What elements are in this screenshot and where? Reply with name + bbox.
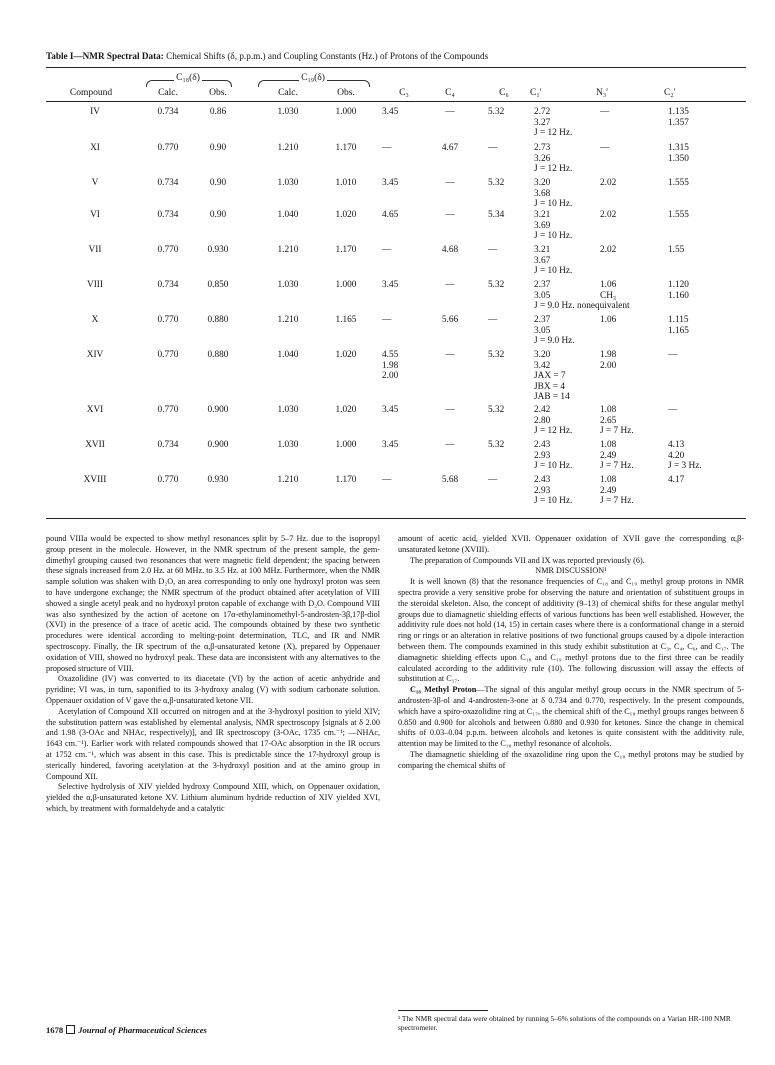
table-cell: 3.45 [382, 440, 399, 450]
table-cell: 2.42 2.80 J = 12 Hz. [534, 405, 573, 437]
table-cell: 1.000 [335, 440, 357, 450]
compound-cell: XVI [86, 405, 104, 415]
table-cell: 2.43 2.93 J = 10 Hz. [534, 475, 573, 507]
table-cell: — [488, 475, 498, 485]
column-header: Obs. [209, 88, 227, 98]
left-paragraph: Selective hydrolysis of XIV yielded hydroxy Compound XIII, which, on Oppenauer oxidation, yielded the α,β-unsaturated ketone XV. Lithium aluminum hydride reduction of XIV yielded XVI, which, by treatment with formaldehyde and a catalytic [46, 782, 380, 813]
table-cell: 1.115 1.165 [668, 315, 689, 336]
column-header: Obs. [337, 88, 355, 98]
table-cell: 1.020 [335, 350, 357, 360]
table-cell: 1.120 1.160 [668, 280, 689, 301]
table-cell: 5.32 [488, 405, 505, 415]
column-header: C₆ [499, 88, 509, 98]
table-cell: 3.20 3.68 J = 10 Hz. [534, 178, 573, 210]
table-cell: 0.770 [157, 475, 179, 485]
c18-group-header: C₁₈(δ) [176, 73, 200, 83]
table-cell: 1.020 [335, 210, 357, 220]
table-cell: 1.170 [335, 475, 357, 485]
table-cell: 2.02 [600, 245, 617, 255]
table-cell: 0.770 [157, 315, 179, 325]
table-cell: — [445, 405, 455, 415]
c18-paragraph [398, 685, 744, 750]
table-cell: — [445, 210, 455, 220]
table-cell: 5.32 [488, 440, 505, 450]
right-paragraph: The preparation of Compounds VII and IX was reported previously (6). [410, 555, 645, 565]
table-cell: 0.770 [157, 405, 179, 415]
table-cell: 0.770 [157, 245, 179, 255]
table-cell: — [445, 440, 455, 450]
table-cell: 1.06 [600, 315, 617, 325]
table-cell: 5.68 [441, 475, 459, 485]
table-cell: 1.030 [277, 440, 299, 450]
table-header-rule [46, 101, 746, 102]
table-cell: — [600, 143, 610, 153]
table-cell: 1.08 2.65 J = 7 Hz. [600, 405, 634, 437]
table-cell: 1.210 [277, 143, 299, 153]
column-header: Calc. [278, 88, 298, 98]
table-cell: — [488, 143, 498, 153]
table-cell: 1.555 [668, 210, 689, 220]
table-cell: 1.170 [335, 143, 357, 153]
table-cell: 1.08 2.49 J = 7 Hz. [600, 475, 634, 507]
table-cell: 0.734 [157, 280, 179, 290]
table-cell: 1.55 [668, 245, 685, 255]
compound-cell: VIII [86, 280, 103, 290]
table-top-rule [46, 67, 746, 68]
table-cell: 0.930 [207, 475, 229, 485]
compound-cell: XVII [85, 440, 105, 450]
table-cell: 1.06 CH₃ [600, 280, 617, 301]
table-cell: 2.02 [600, 178, 617, 188]
table-cell: — [488, 315, 498, 325]
left-paragraph: Oxazolidine (IV) was converted to its diacetate (VI) by the action of acetic anhydride and pyridine; VI was, in turn, saponified to its 3-hydroxy analog (V) with sodium carbonate solution. Oppenauer oxidation of V gave the α,β-unsaturated ketone VII. [46, 674, 380, 705]
table-cell: 1.000 [335, 280, 357, 290]
table-cell: 1.000 [335, 107, 357, 117]
table-cell: 1.08 2.49 J = 7 Hz. [600, 440, 634, 472]
table-cell: 5.32 [488, 350, 505, 360]
table-cell: 3.21 3.69 J = 10 Hz. [534, 210, 573, 242]
table-cell: 0.734 [157, 210, 179, 220]
table-cell: 0.850 [207, 280, 229, 290]
table-caption-label: Table I—NMR Spectral Data: [46, 51, 164, 61]
table-cell: 1.040 [277, 350, 299, 360]
right-paragraph: amount of acetic acid, yielded XVII. Oppenauer oxidation of XVII gave the corresponding α,β-unsaturated ketone (XVIII). [398, 534, 744, 554]
table-cell: — [488, 245, 498, 255]
column-header: C₄ [445, 88, 455, 98]
column-header: C₃ [399, 88, 409, 98]
table-cell: 2.73 3.26 J = 12 Hz. [534, 143, 573, 175]
footnote: ¹ The NMR spectral data were obtained by running 5–6% solutions of the compounds on a Varian HR-100 NMR spectrometer. [398, 1014, 731, 1033]
table-cell: 1.210 [277, 245, 299, 255]
square-ornament-icon [66, 1025, 75, 1034]
table-cell: 4.68 [441, 245, 459, 255]
table-cell: 5.32 [488, 178, 505, 188]
compound-cell: VII [88, 245, 102, 255]
table-cell: — [382, 143, 392, 153]
table-cell: — [445, 350, 455, 360]
table-cell: 3.45 [382, 178, 399, 188]
table-cell: 1.030 [277, 178, 299, 188]
table-cell: 0.880 [207, 350, 229, 360]
table-cell: 2.37 3.05 J = 9.0 Hz. nonequivalent [534, 280, 630, 312]
compound-cell: V [91, 178, 99, 188]
table-cell: 0.900 [207, 440, 229, 450]
table-cell: 1.010 [335, 178, 357, 188]
table-cell: 0.734 [157, 178, 179, 188]
table-cell: 3.20 3.42 JAX = 7 JBX = 4 JAB = 14 [534, 350, 570, 403]
table-cell: 1.170 [335, 245, 357, 255]
table-cell: — [600, 107, 610, 117]
journal-name: Journal of Pharmaceutical Sciences [78, 1025, 207, 1035]
table-cell: 3.45 [382, 405, 399, 415]
compound-cell: VI [90, 210, 100, 220]
table-cell: 1.040 [277, 210, 299, 220]
table-cell: — [445, 107, 455, 117]
column-header: C₂′ [664, 88, 676, 98]
table-cell: — [668, 405, 678, 415]
table-cell: — [382, 245, 392, 255]
table-cell: 1.98 2.00 [600, 350, 617, 371]
table-cell: 5.32 [488, 280, 505, 290]
table-cell: 1.030 [277, 405, 299, 415]
table-cell: 4.67 [441, 143, 459, 153]
table-cell: 2.37 3.05 J = 9.0 Hz. [534, 315, 575, 347]
c19-group-header: C₁₉(δ) [301, 73, 325, 83]
page-number: 1678 [46, 1025, 64, 1035]
column-header: Compound [69, 88, 113, 98]
table-cell: 0.770 [157, 143, 179, 153]
right-paragraph: It is well known (8) that the resonance frequencies of C₁₈ and C₁₉ methyl group protons in NMR spectra provide a very sensitive probe for observing the nature and orientation of substituent groups in the steroidal skeleton. Also, the concept of additivity (9–13) of chemical shifts for these angular methyl groups due to diamagnetic shielding effects of various functions has been well established. However, the additivity rule does not hold (14, 15) in certain cases where there is a conformational change in a steroid ring or rings or an alteration in relative positions of two functional groups caused by a dipole interaction between them. The compounds examined in this study exhibit substitution at C₃, C₄, C₆, and C₁₇. The diamagnetic shielding effects upon C₁₈ and C₁₉ methyl protons due to the first three can be readily calculated according to the additivity rule (10). The following discussion will assay the effects of substitution at C₁₇. [398, 577, 744, 684]
c18-heading: C₁₈ Methyl Proton [410, 685, 477, 695]
left-paragraph: pound VIIIa would be expected to show methyl resonances split by 5–7 Hz. due to the isopropyl group present in the molecule. However, in the NMR spectrum of the present sample, the gem-dimethyl grouping caused two resonances that were magnetic field dependent; the spacing between these signals increased from 2.0 Hz. at 60 MHz. to 3.5 Hz. at 100 MHz. Furthermore, when the NMR sample solution was shaken with D₂O, an area corresponding to only one hydroxyl proton was seen to have undergone exchange; the NMR spectrum of the product obtained after acetylation of VIII showed a single acetyl peak and no hydroxyl proton capable of exchange with D₂O. Compound VIII was also synthesized by the action of acetone on 17α-ethylaminomethyl-5-androsten-3β,17β-diol (XVI) in the presence of a trace of acetic acid. The compounds obtained by these two synthetic procedures were identical according to melting-point determination, TLC, and IR and NMR spectroscopy. Finally, the IR spectrum of the α,β-unsaturated ketone (X), prepared by Oppenauer oxidation of VIII, showed no hydroxyl peak. These data are inconsistent with any alternatives to the proposed structure of VIII. [46, 534, 380, 673]
table-cell: — [382, 315, 392, 325]
table-cell: 0.90 [209, 178, 227, 188]
page-footer [46, 1025, 207, 1035]
table-cell: 2.72 3.27 J = 12 Hz. [534, 107, 573, 139]
c18-text: —The signal of this angular methyl group occurs in the NMR spectrum of 5-androsten-3β-ol and 4-androsten-3-one at δ 0.734 and 0.770, respectively. In the present compounds, which have a spiro-oxazolidine ring at C₁₇, the chemical shift of the C₁₈ methyl groups ranges between δ 0.850 and 0.900 for alcohols and between 0.880 and 0.930 for ketones. Since the change in chemical shifts of 0.03–0.04 p.p.m. between alcohols and ketones is quite consistent with the additivity rule, attention may be limited to the C₁₈ methyl resonance of alcohols. [398, 685, 744, 749]
table-cell: 4.65 [382, 210, 399, 220]
compound-cell: XI [90, 143, 100, 153]
compound-cell: XIV [86, 350, 104, 360]
table-cell: 1.165 [335, 315, 357, 325]
left-column [46, 534, 380, 815]
table-cell: 1.210 [277, 475, 299, 485]
table-cell: 2.43 2.93 J = 10 Hz. [534, 440, 573, 472]
table-cell: 3.45 [382, 107, 399, 117]
compound-cell: XVIII [83, 475, 107, 485]
table-cell: 0.734 [157, 107, 179, 117]
column-header: N₃′ [596, 88, 609, 98]
table-cell: — [445, 280, 455, 290]
table-cell: 5.66 [441, 315, 459, 325]
table-cell: — [668, 350, 678, 360]
table-cell: 3.45 [382, 280, 399, 290]
table-cell: 0.734 [157, 440, 179, 450]
table-cell: 4.17 [668, 475, 685, 485]
table-cell: 5.32 [488, 107, 505, 117]
table-cell: 5.34 [488, 210, 505, 220]
table-cell: 1.210 [277, 315, 299, 325]
table-cell: 1.315 1.350 [668, 143, 689, 164]
table-caption [46, 51, 746, 61]
table-cell: 1.030 [277, 107, 299, 117]
table-cell: 0.770 [157, 350, 179, 360]
compound-cell: X [91, 315, 99, 325]
table-cell: 4.13 4.20 J = 3 Hz. [668, 440, 702, 472]
table-cell: 1.030 [277, 280, 299, 290]
table-cell: 1.555 [668, 178, 689, 188]
table-cell: — [382, 475, 392, 485]
table-cell: 1.135 1.357 [668, 107, 689, 128]
right-paragraph: The diamagnetic shielding of the oxazolidine ring upon the C₁₈ methyl protons may be studied by comparing the chemical shifts of [398, 749, 744, 770]
column-header: C₁′ [530, 88, 542, 98]
compound-cell: IV [90, 107, 100, 117]
table-cell: 2.02 [600, 210, 617, 220]
table-bottom-rule [46, 518, 746, 519]
table-cell: 0.86 [209, 107, 227, 117]
table-cell: 0.880 [207, 315, 229, 325]
table-caption-text: Chemical Shifts (δ, p.p.m.) and Coupling Constants (Hz.) of Protons of the Compounds [166, 51, 489, 61]
left-paragraph: Acetylation of Compound XII occurred on nitrogen and at the 3-hydroxyl position to yield XIV; the substitution pattern was established by elemental analysis, NMR spectroscopy [signals at δ 2.00 and 1.98 (3-OAc and NHAc, respectively)], and IR spectroscopy (3-OAc, 1735 cm.⁻¹; —NHAc, 1643 cm.⁻¹). Earlier work with related compounds showed that 17-OAc absorption in the IR occurs at 1752 cm.⁻¹, which was absent in this case. This is predictable since the 17-hydroxyl group is sterically hindered, favoring acetylation at the 3-hydroxyl position and at the amino group in Compound XII. [46, 706, 380, 781]
section-heading: NMR DISCUSSION¹ [535, 566, 607, 576]
right-column [398, 534, 744, 772]
table-cell: 0.930 [207, 245, 229, 255]
table-cell: 0.90 [209, 143, 227, 153]
table-cell: 0.900 [207, 405, 229, 415]
table-cell: — [445, 178, 455, 188]
column-header: Calc. [158, 88, 178, 98]
table-cell: 4.55 1.98 2.00 [382, 350, 399, 382]
table-cell: 3.21 3.67 J = 10 Hz. [534, 245, 573, 277]
table-cell: 0.90 [209, 210, 227, 220]
footnote-rule [398, 1010, 488, 1011]
table-cell: 1.020 [335, 405, 357, 415]
